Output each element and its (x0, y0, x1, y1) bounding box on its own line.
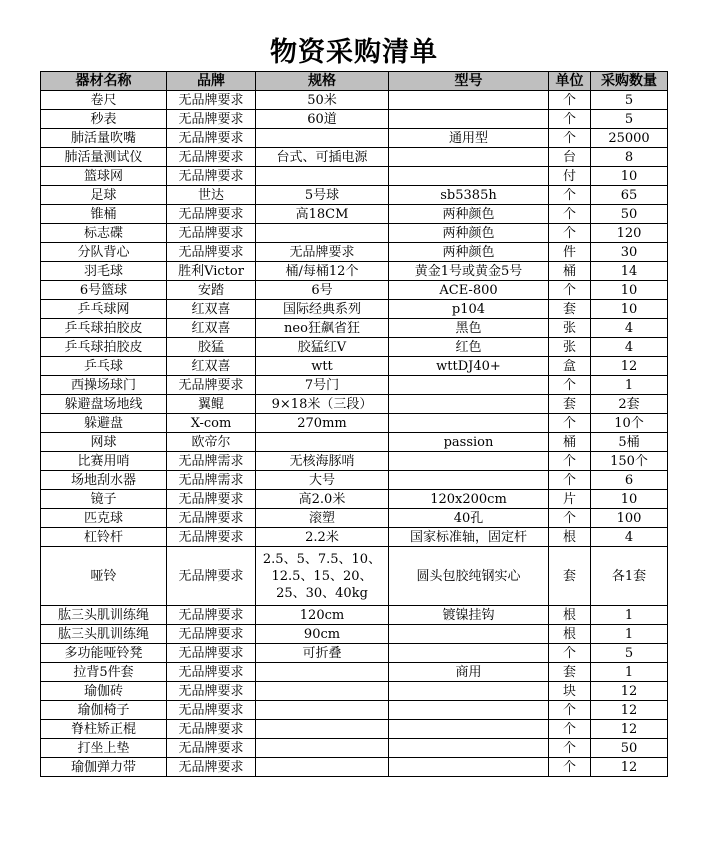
cell-unit: 套 (549, 395, 591, 414)
cell-brand: 无品牌要求 (167, 509, 256, 528)
table-row (41, 625, 668, 644)
cell-unit: 个 (549, 110, 591, 129)
cell-model: passion (389, 433, 549, 452)
cell-brand: 胜利Victor (167, 262, 256, 281)
table-row (41, 281, 668, 300)
cell-quantity: 1 (591, 625, 668, 644)
cell-quantity: 12 (591, 758, 668, 777)
cell-name: 打坐上垫 (41, 739, 167, 758)
table-row (41, 319, 668, 338)
cell-brand: 无品牌要求 (167, 129, 256, 148)
cell-quantity: 5 (591, 91, 668, 110)
cell-unit: 付 (549, 167, 591, 186)
cell-name: 乒乓球拍胶皮 (41, 338, 167, 357)
table-row (41, 300, 668, 319)
cell-brand: 无品牌要求 (167, 167, 256, 186)
cell-spec: 桶/每桶12个 (256, 262, 389, 281)
cell-name: 拉背5件套 (41, 663, 167, 682)
cell-model: 商用 (389, 663, 549, 682)
cell-unit: 个 (549, 509, 591, 528)
header-quantity: 采购数量 (591, 72, 668, 91)
cell-model (389, 471, 549, 490)
cell-spec: 60道 (256, 110, 389, 129)
cell-model (389, 452, 549, 471)
cell-quantity: 12 (591, 357, 668, 376)
cell-quantity: 1 (591, 606, 668, 625)
cell-model (389, 682, 549, 701)
cell-name: 多功能哑铃凳 (41, 644, 167, 663)
cell-brand: 翼鲲 (167, 395, 256, 414)
cell-quantity: 10 (591, 300, 668, 319)
table-row (41, 606, 668, 625)
cell-spec (256, 433, 389, 452)
cell-spec: 胶猛红V (256, 338, 389, 357)
cell-unit: 个 (549, 186, 591, 205)
cell-brand: 世达 (167, 186, 256, 205)
table-row (41, 243, 668, 262)
cell-quantity: 10 (591, 167, 668, 186)
cell-model (389, 625, 549, 644)
cell-name: 场地刮水器 (41, 471, 167, 490)
table-row (41, 509, 668, 528)
cell-quantity: 25000 (591, 129, 668, 148)
cell-quantity: 100 (591, 509, 668, 528)
cell-model: 通用型 (389, 129, 549, 148)
cell-unit: 套 (549, 663, 591, 682)
cell-brand: 无品牌要求 (167, 205, 256, 224)
cell-quantity: 14 (591, 262, 668, 281)
cell-unit: 个 (549, 644, 591, 663)
cell-spec: 大号 (256, 471, 389, 490)
cell-quantity: 30 (591, 243, 668, 262)
cell-spec: 国际经典系列 (256, 300, 389, 319)
cell-unit: 个 (549, 376, 591, 395)
cell-name: 躲避盘场地线 (41, 395, 167, 414)
table-row (41, 186, 668, 205)
cell-brand: 无品牌要求 (167, 739, 256, 758)
cell-model: ACE-800 (389, 281, 549, 300)
cell-brand: 胶猛 (167, 338, 256, 357)
cell-brand: 红双喜 (167, 357, 256, 376)
cell-spec: wtt (256, 357, 389, 376)
cell-name: 镜子 (41, 490, 167, 509)
table-row (41, 129, 668, 148)
cell-name: 瑜伽砖 (41, 682, 167, 701)
cell-brand: 安踏 (167, 281, 256, 300)
cell-brand: X-com (167, 414, 256, 433)
cell-name: 乒乓球 (41, 357, 167, 376)
cell-spec (256, 129, 389, 148)
cell-quantity: 10个 (591, 414, 668, 433)
cell-quantity: 1 (591, 376, 668, 395)
cell-model: 国家标准轴，固定杆 (389, 528, 549, 547)
cell-brand: 无品牌要求 (167, 606, 256, 625)
table-row (41, 644, 668, 663)
cell-unit: 个 (549, 224, 591, 243)
cell-spec (256, 682, 389, 701)
cell-model (389, 91, 549, 110)
cell-model: sb5385h (389, 186, 549, 205)
cell-spec: 高2.0米 (256, 490, 389, 509)
cell-quantity: 5桶 (591, 433, 668, 452)
cell-quantity: 2套 (591, 395, 668, 414)
table-row (41, 167, 668, 186)
cell-brand: 无品牌要求 (167, 528, 256, 547)
table-row (41, 395, 668, 414)
table-row (41, 357, 668, 376)
page-title: 物资采购清单 (270, 37, 438, 68)
cell-spec: 高18CM (256, 205, 389, 224)
cell-brand: 欧帝尔 (167, 433, 256, 452)
cell-quantity: 150个 (591, 452, 668, 471)
cell-quantity: 50 (591, 205, 668, 224)
cell-model: 两种颜色 (389, 224, 549, 243)
cell-quantity: 5 (591, 110, 668, 129)
cell-name: 肱三头肌训练绳 (41, 606, 167, 625)
cell-spec: 台式、可插电源 (256, 148, 389, 167)
cell-spec (256, 758, 389, 777)
cell-spec (256, 739, 389, 758)
header-brand: 品牌 (167, 72, 256, 91)
cell-quantity: 12 (591, 682, 668, 701)
cell-model: 镀镍挂钩 (389, 606, 549, 625)
cell-spec (256, 224, 389, 243)
table-row (41, 414, 668, 433)
cell-quantity: 8 (591, 148, 668, 167)
cell-quantity: 50 (591, 739, 668, 758)
cell-name: 足球 (41, 186, 167, 205)
table-row (41, 148, 668, 167)
cell-brand: 无品牌要求 (167, 701, 256, 720)
cell-model: 黄金1号或黄金5号 (389, 262, 549, 281)
cell-spec: 无品牌要求 (256, 243, 389, 262)
cell-spec (256, 167, 389, 186)
cell-unit: 根 (549, 606, 591, 625)
cell-brand: 无品牌需求 (167, 471, 256, 490)
cell-model: 红色 (389, 338, 549, 357)
table-row (41, 547, 668, 606)
table-row (41, 452, 668, 471)
cell-brand: 无品牌要求 (167, 224, 256, 243)
cell-model (389, 110, 549, 129)
cell-unit: 张 (549, 319, 591, 338)
table-row (41, 739, 668, 758)
cell-unit: 个 (549, 739, 591, 758)
cell-spec: 90cm (256, 625, 389, 644)
cell-brand: 无品牌要求 (167, 625, 256, 644)
cell-unit: 个 (549, 129, 591, 148)
cell-unit: 台 (549, 148, 591, 167)
cell-unit: 个 (549, 205, 591, 224)
cell-model: 黑色 (389, 319, 549, 338)
cell-unit: 个 (549, 91, 591, 110)
cell-unit: 个 (549, 414, 591, 433)
cell-brand: 无品牌要求 (167, 720, 256, 739)
cell-quantity: 4 (591, 528, 668, 547)
cell-name: 肺活量吹嘴 (41, 129, 167, 148)
cell-spec: 无核海豚哨 (256, 452, 389, 471)
cell-spec: 2.2米 (256, 528, 389, 547)
cell-brand: 无品牌要求 (167, 663, 256, 682)
cell-brand: 无品牌要求 (167, 547, 256, 606)
cell-model (389, 395, 549, 414)
cell-name: 瑜伽弹力带 (41, 758, 167, 777)
cell-model (389, 739, 549, 758)
cell-model (389, 758, 549, 777)
table-body (41, 91, 668, 777)
table-row (41, 338, 668, 357)
cell-name: 瑜伽椅子 (41, 701, 167, 720)
cell-quantity: 6 (591, 471, 668, 490)
cell-name: 躲避盘 (41, 414, 167, 433)
cell-quantity: 12 (591, 720, 668, 739)
cell-model (389, 376, 549, 395)
cell-quantity: 1 (591, 663, 668, 682)
cell-model (389, 720, 549, 739)
cell-name: 匹克球 (41, 509, 167, 528)
cell-spec (256, 720, 389, 739)
cell-unit: 块 (549, 682, 591, 701)
cell-quantity: 65 (591, 186, 668, 205)
cell-spec: 5号球 (256, 186, 389, 205)
cell-brand: 无品牌要求 (167, 644, 256, 663)
cell-model: 圆头包胶纯钢实心 (389, 547, 549, 606)
cell-model: 两种颜色 (389, 205, 549, 224)
table-row (41, 528, 668, 547)
cell-quantity: 120 (591, 224, 668, 243)
cell-name: 肱三头肌训练绳 (41, 625, 167, 644)
cell-unit: 根 (549, 528, 591, 547)
cell-unit: 个 (549, 701, 591, 720)
cell-brand: 红双喜 (167, 319, 256, 338)
cell-brand: 无品牌要求 (167, 148, 256, 167)
cell-brand: 无品牌要求 (167, 490, 256, 509)
table-row (41, 663, 668, 682)
cell-name: 比赛用哨 (41, 452, 167, 471)
cell-quantity: 12 (591, 701, 668, 720)
cell-spec: 6号 (256, 281, 389, 300)
cell-unit: 张 (549, 338, 591, 357)
cell-quantity: 5 (591, 644, 668, 663)
cell-model: 两种颜色 (389, 243, 549, 262)
cell-unit: 根 (549, 625, 591, 644)
cell-spec: 2.5、5、7.5、10、12.5、15、20、25、30、40kg (256, 547, 389, 606)
table-row (41, 376, 668, 395)
cell-unit: 桶 (549, 433, 591, 452)
table-row (41, 490, 668, 509)
table-row (41, 758, 668, 777)
table-row (41, 205, 668, 224)
cell-unit: 个 (549, 720, 591, 739)
cell-spec: 50米 (256, 91, 389, 110)
table-header-row (41, 72, 668, 91)
cell-name: 脊柱矫正棍 (41, 720, 167, 739)
header-model: 型号 (389, 72, 549, 91)
cell-brand: 红双喜 (167, 300, 256, 319)
table-row (41, 433, 668, 452)
cell-brand: 无品牌要求 (167, 758, 256, 777)
header-unit: 单位 (549, 72, 591, 91)
cell-brand: 无品牌需求 (167, 452, 256, 471)
cell-unit: 个 (549, 452, 591, 471)
table-row (41, 224, 668, 243)
cell-model (389, 167, 549, 186)
cell-name: 哑铃 (41, 547, 167, 606)
table-row (41, 110, 668, 129)
table-row (41, 720, 668, 739)
cell-name: 6号篮球 (41, 281, 167, 300)
cell-model: p104 (389, 300, 549, 319)
table-row (41, 682, 668, 701)
cell-quantity: 10 (591, 281, 668, 300)
cell-spec: 可折叠 (256, 644, 389, 663)
cell-unit: 件 (549, 243, 591, 262)
cell-model (389, 701, 549, 720)
cell-quantity: 4 (591, 319, 668, 338)
cell-spec (256, 663, 389, 682)
table-row (41, 701, 668, 720)
cell-brand: 无品牌要求 (167, 243, 256, 262)
cell-name: 卷尺 (41, 91, 167, 110)
cell-model (389, 148, 549, 167)
cell-name: 分队背心 (41, 243, 167, 262)
cell-unit: 套 (549, 547, 591, 606)
cell-model (389, 644, 549, 663)
cell-quantity: 各1套 (591, 547, 668, 606)
cell-name: 乒乓球拍胶皮 (41, 319, 167, 338)
cell-unit: 套 (549, 300, 591, 319)
cell-model: 120x200cm (389, 490, 549, 509)
procurement-table (40, 71, 668, 777)
cell-brand: 无品牌要求 (167, 91, 256, 110)
cell-spec: 120cm (256, 606, 389, 625)
table-row (41, 471, 668, 490)
cell-unit: 片 (549, 490, 591, 509)
cell-name: 网球 (41, 433, 167, 452)
header-spec: 规格 (256, 72, 389, 91)
table-row (41, 91, 668, 110)
cell-unit: 个 (549, 281, 591, 300)
cell-spec (256, 701, 389, 720)
cell-brand: 无品牌要求 (167, 376, 256, 395)
cell-model: 40孔 (389, 509, 549, 528)
cell-name: 杠铃杆 (41, 528, 167, 547)
cell-spec: 滚塑 (256, 509, 389, 528)
cell-brand: 无品牌要求 (167, 110, 256, 129)
cell-name: 西操场球门 (41, 376, 167, 395)
cell-model (389, 414, 549, 433)
cell-unit: 桶 (549, 262, 591, 281)
cell-spec: 270mm (256, 414, 389, 433)
cell-unit: 个 (549, 758, 591, 777)
cell-spec: 9×18米（三段） (256, 395, 389, 414)
cell-name: 标志碟 (41, 224, 167, 243)
cell-name: 篮球网 (41, 167, 167, 186)
cell-name: 肺活量测试仪 (41, 148, 167, 167)
cell-unit: 个 (549, 471, 591, 490)
cell-name: 秒表 (41, 110, 167, 129)
cell-name: 乒乓球网 (41, 300, 167, 319)
cell-model: wttDJ40+ (389, 357, 549, 376)
cell-quantity: 4 (591, 338, 668, 357)
cell-spec: 7号门 (256, 376, 389, 395)
table-row (41, 262, 668, 281)
cell-unit: 盒 (549, 357, 591, 376)
cell-name: 羽毛球 (41, 262, 167, 281)
cell-spec: neo狂飙省狂 (256, 319, 389, 338)
header-equipment-name: 器材名称 (41, 72, 167, 91)
cell-name: 锥桶 (41, 205, 167, 224)
cell-quantity: 10 (591, 490, 668, 509)
cell-brand: 无品牌要求 (167, 682, 256, 701)
